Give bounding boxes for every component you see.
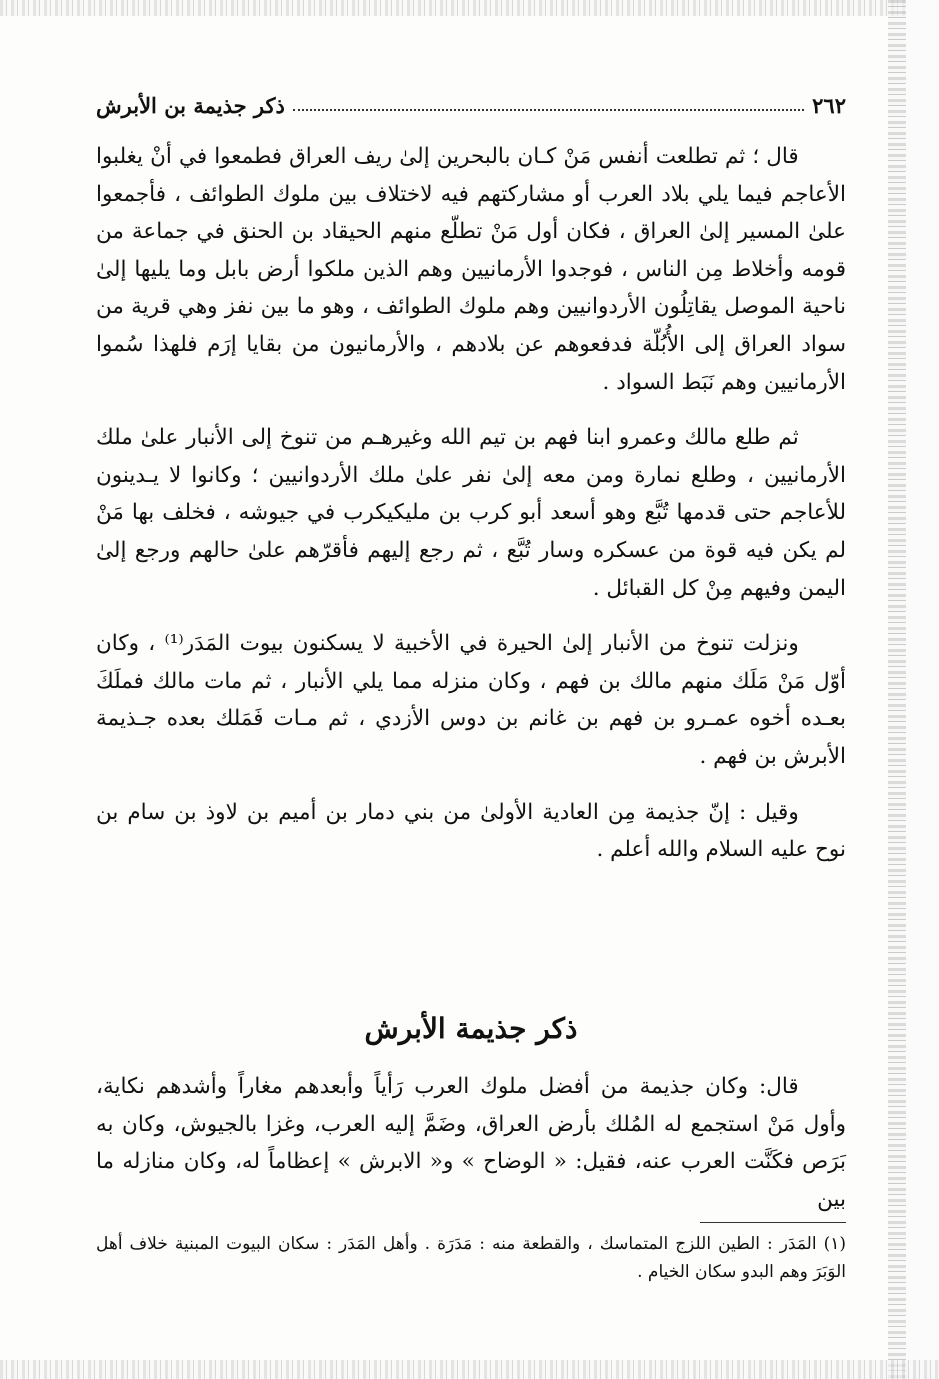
scan-margin-right [906, 0, 939, 1379]
section-heading: ذكر جذيمة الأبرش [364, 1012, 578, 1045]
paragraph: قال: وكان جذيمة من أفضل ملوك العرب رَأياً وأبعدهم مغاراً وأشدهم نكاية، وأول مَنْ استجمع له المُلك بأرض العراق، وضَمَّ إليه العرب، وغزا بالجيوش، وكان به بَرَص فكَنَّت العرب عنه، فقيل: « الوضاح » و« الابرش » إعظاماً له، وكان منازله ما بين [96, 1074, 846, 1212]
paragraph: وقيل : إنّ جذيمة مِن العادية الأولىٰ من بني دمار بن أميم بن لاوذ بن سام بن نوح عليه السلام والله أعلم . [96, 799, 846, 863]
footnote-text: (١) المَدَر : الطين اللزج المتماسك ، والقطعة منه : مَدَرَة . وأهل المَدَر : سكان البيوت المبنية خلاف أهل الوَبَرَ وهم البدو سكان الخيام . [96, 1234, 846, 1282]
scan-border-bottom [0, 1360, 939, 1379]
main-text [96, 138, 846, 869]
running-title: ذكر جذيمة بن الأبرش [96, 93, 285, 118]
page-header [96, 84, 846, 118]
paragraph: ونزلت تنوخ من الأنبار إلىٰ الحيرة في الأخبية لا يسكنون بيوت المَدَر⁽¹⁾ ، وكان أوّل مَنْ مَلَك منهم مالك بن فهم ، وكان منزله مما يلي الأنبار ، ثم مات مالك فملَكَ بعـده أخوه عمـرو بن فهم بن غانم بن دوس الأزدي ، ثم مـات فَمَلك بعده جـذيمة الأبرش بن فهم . [96, 631, 846, 769]
section-text [96, 1068, 846, 1218]
header-dotted-leader [293, 109, 804, 111]
footnote [96, 1230, 846, 1286]
footnote-divider [700, 1222, 846, 1223]
paragraph: ثم طلع مالك وعمرو ابنا فهم بن تيم الله وغيرهـم من تنوخ إلى الأنبار علىٰ ملك الأرمانيين ، وطلع نمارة ومن معه إلىٰ نفر علىٰ ملك الأردوانيين ؛ وكانوا لا يـدينون للأعاجم حتى قدمها تُبَّع وهو أسعد أبو كرب بن مليكيكرب في جيوشه ، فخلف بها مَنْ لم يكن فيه قوة من عسكره وسار تُبَّع ، ثم رجع إليهم فأقرّهم علىٰ حالهم ورجع إلىٰ اليمن وفيهم مِنْ كل القبائل . [96, 425, 846, 601]
scan-border-right [888, 0, 906, 1379]
paragraph: قال ؛ ثم تطلعت أنفس مَنْ كـان بالبحرين إلىٰ ريف العراق فطمعوا في أنْ يغلبوا الأعاجم فيما يلي بلاد العرب أو مشاركتهم فيه لاختلاف بين ملوك الطوائف ، فأجمعوا علىٰ المسير إلىٰ العراق ، فكان أول مَنْ تطلّع منهم الحيقاد بن الحنق في جماعة من قومه وأخلاط مِن الناس ، فوجدوا الأرمانيين وهم الذين ملكوا أرض بابل وما يليها إلىٰ ناحية الموصل يقاتِلُون الأردوانيين وهم ملوك الطوائف ، وهو ما بين نفز وهي قرية من سواد العراق إلى الأُبُلّة فدفعوهم عن بلادهم ، والأرمانيون من بقايا إرَم فلهذا سُموا الأرمانيين وهم نَبَط السواد . [96, 144, 846, 395]
scan-border-top [0, 0, 939, 16]
page-number: ٢٦٢ [812, 93, 846, 118]
